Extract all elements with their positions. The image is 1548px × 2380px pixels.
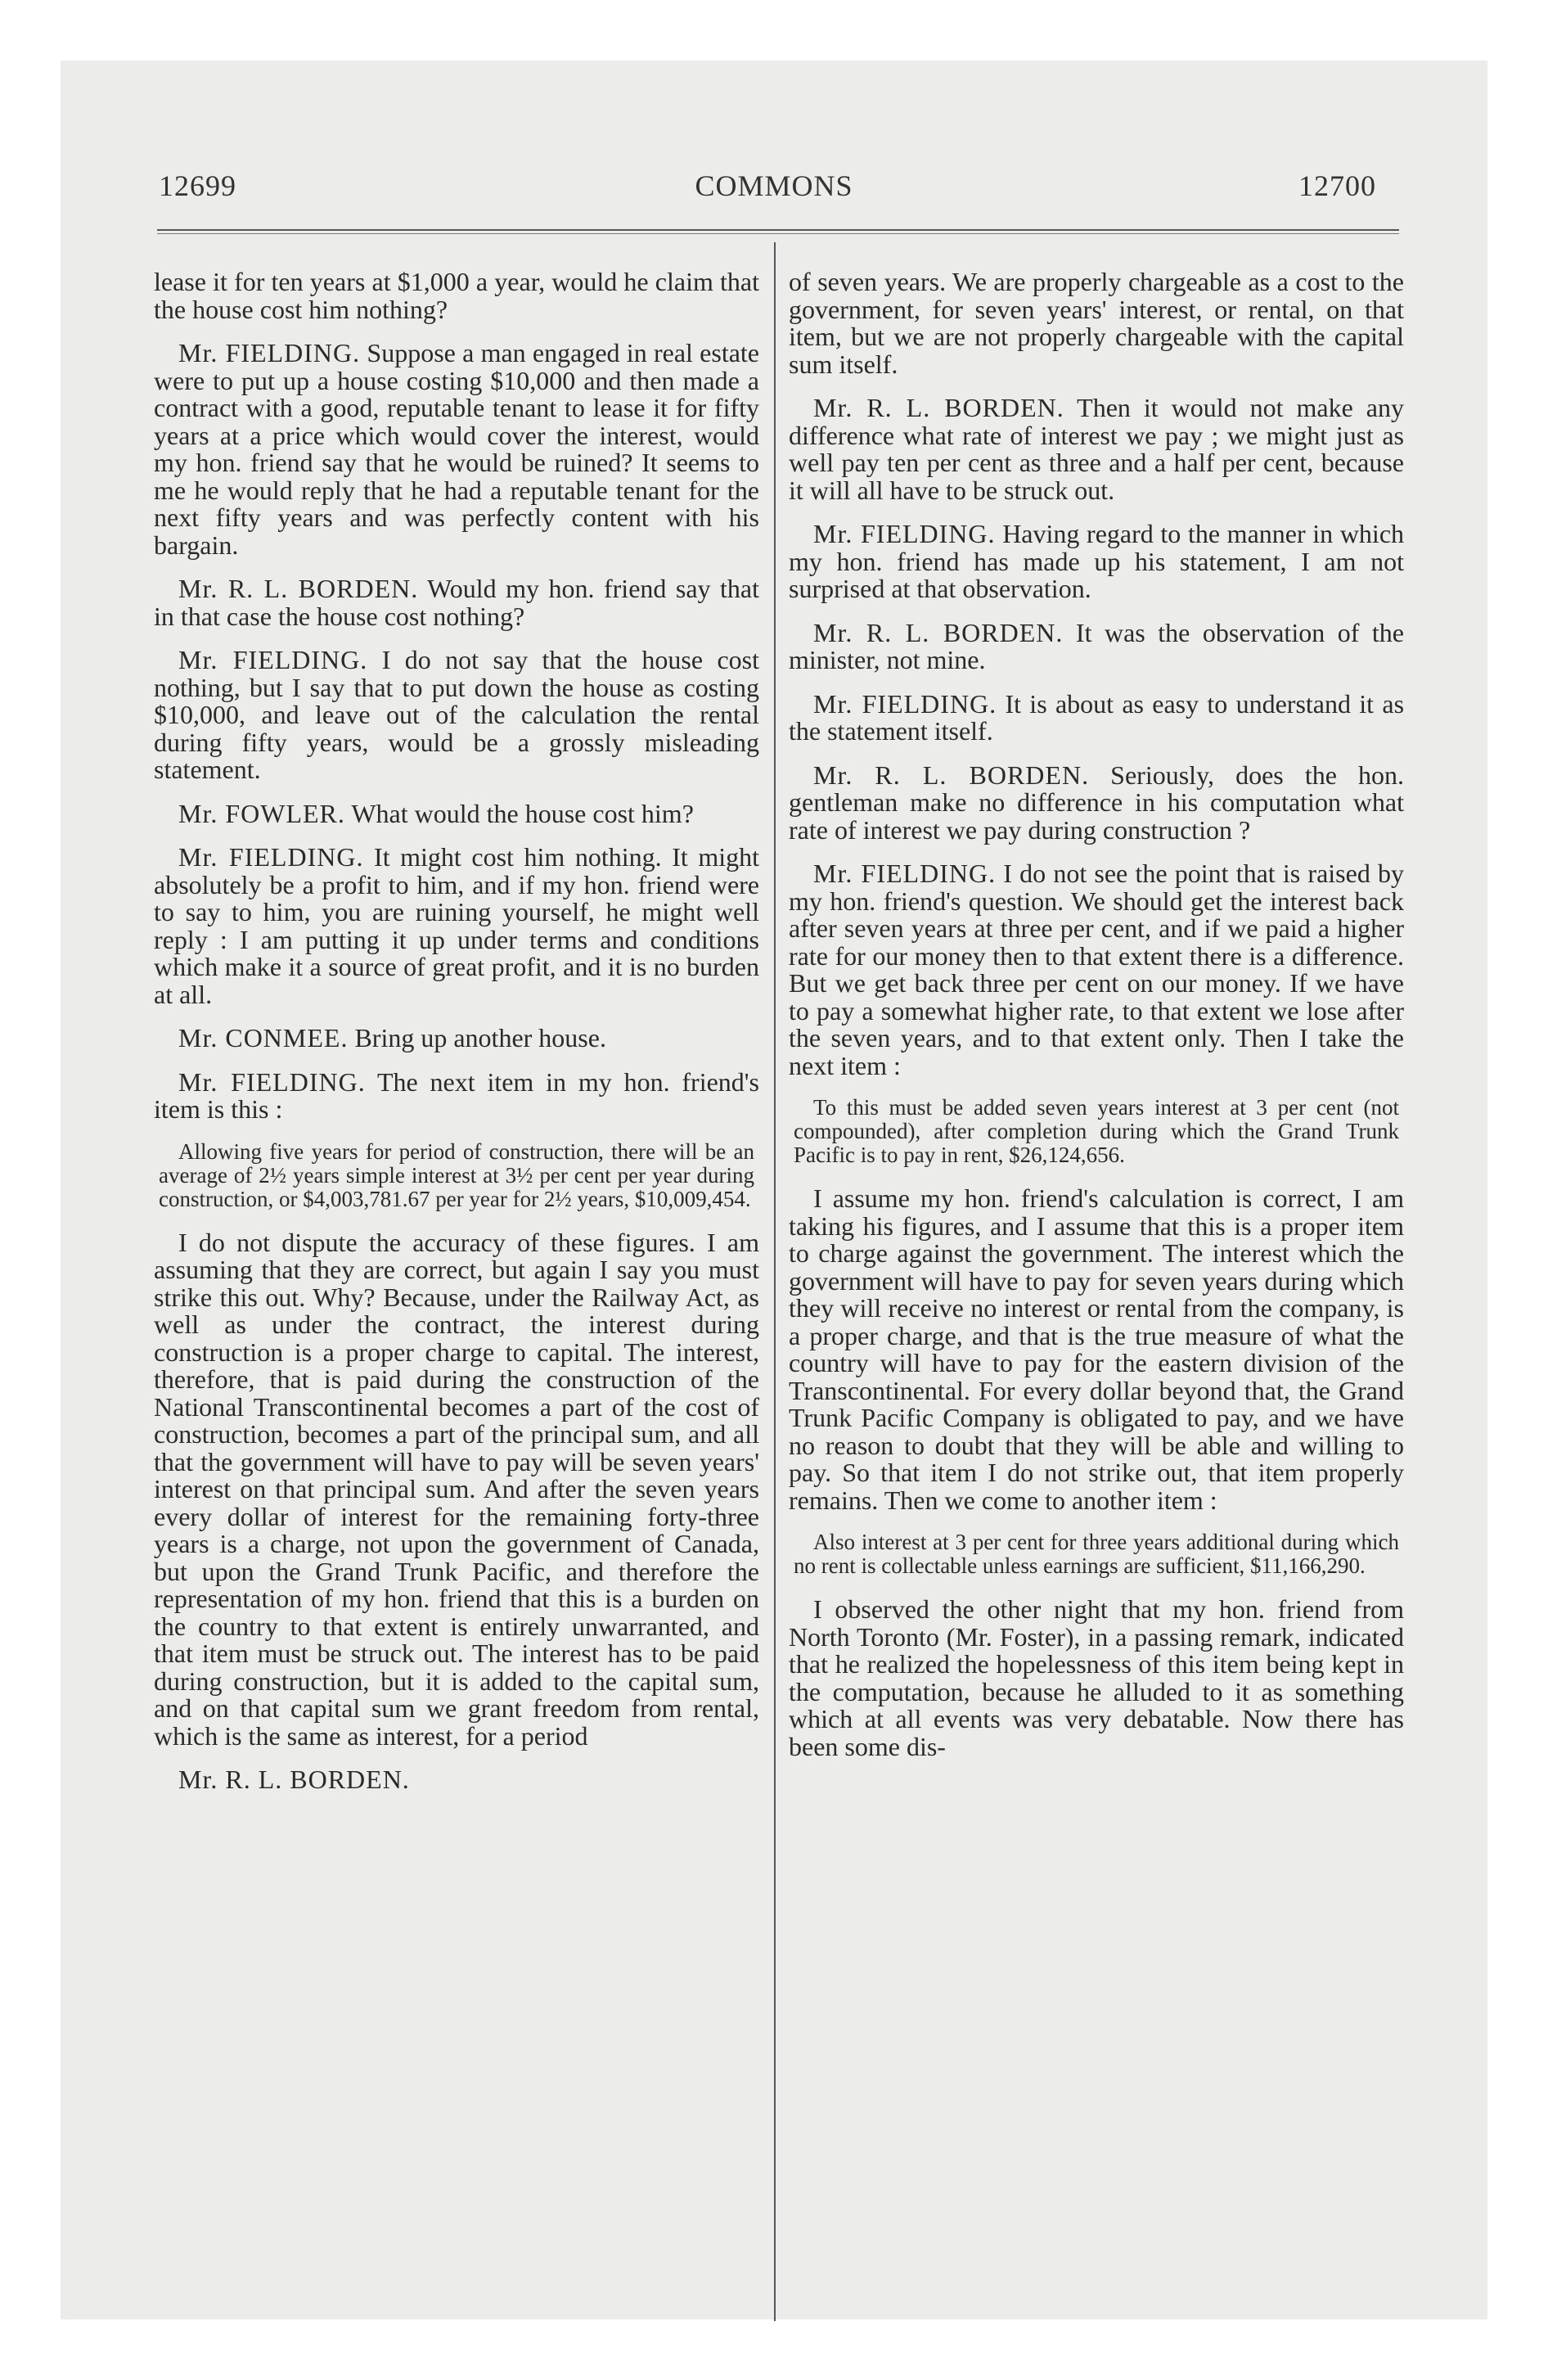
paragraph-text: It might cost him nothing. It might absolutely be a profit to him, and if my hon. friend were to say to him, you are ruining yourself, he might well reply : I am putting it up under terms and conditions which make it a source of great profit, and it is no burden at all. bbox=[154, 842, 759, 1009]
paragraph-text: Then it would not make any difference what rate of interest we pay ; we might just as well pay ten per cent as three and a half per cent, because it will all have to be struck out. bbox=[789, 393, 1404, 505]
paragraph bbox=[789, 1596, 1404, 1760]
right-page-number: 12700 bbox=[1298, 169, 1376, 202]
paragraph bbox=[789, 762, 1404, 845]
speaker-name: Mr. FIELDING. bbox=[813, 688, 997, 719]
left-page-number: 12699 bbox=[159, 169, 236, 202]
paragraph-text: To this must be added seven years interest at 3 per cent (not compounded), after completion during which the Grand Trunk Pacific is to pay in rent, $26,124,656. bbox=[794, 1095, 1399, 1167]
paragraph bbox=[789, 860, 1404, 1080]
paragraph-text: I assume my hon. friend's calculation is correct, I am taking his figures, and I assume that this is a proper item to charge against the government. The interest which the government will have to pay for seven years during which they will receive no interest or rental from the company, is a proper charge, and that is the true measure of what the country will have to pay for the eastern division of the Transcontinental. For every dollar beyond that, the Grand Trunk Pacific Company is obligated to pay, and we have no reason to doubt that they will be able and willing to pay. So that item I do not strike out, that item properly remains. Then we come to another item : bbox=[789, 1183, 1404, 1515]
speaker-name: Mr. R. L. BORDEN. bbox=[813, 393, 1064, 422]
paragraph-text: Suppose a man engaged in real estate were to put up a house costing $10,000 and then made a contract with a good, reputable tenant to lease it for fifty years at a price which would cover the interest, would my hon. friend say that he would be ruined? It seems to me he would reply that he had a reputable tenant for the next fifty years and was perfectly content with his bargain. bbox=[154, 338, 759, 560]
paragraph-text: Would my hon. friend say that in that case the house cost nothing? bbox=[154, 574, 759, 631]
speaker-name: Mr. FIELDING. bbox=[178, 645, 368, 674]
paragraph bbox=[154, 800, 759, 828]
paragraph-text: It is about as easy to understand it as the statement itself. bbox=[789, 688, 1404, 746]
speaker-name: Mr. R. L. BORDEN. bbox=[813, 617, 1064, 647]
paragraph bbox=[789, 688, 1404, 746]
speaker-name: Mr. FIELDING. bbox=[813, 859, 997, 888]
paragraph bbox=[789, 394, 1404, 504]
speaker-name: Mr. R. L. BORDEN. bbox=[813, 760, 1090, 790]
paragraph-text: It was the observation of the minister, not mine. bbox=[789, 617, 1404, 674]
paragraph-text: lease it for ten years at $1,000 a year, would he claim that the house cost him nothing? bbox=[154, 268, 759, 324]
paragraph-text: What would the house cost him? bbox=[351, 798, 694, 828]
paragraph-text: I observed the other night that my hon. friend from North Toronto (Mr. Foster), in a passing remark, indicated that he realized the hopelessness of this item being kept in the computation, because he alluded to it as something which at all events was very debatable. Now there has been some dis- bbox=[789, 1594, 1404, 1761]
paragraph-text: of seven years. We are properly chargeable as a cost to the government, for seven years' interest, or rental, on that item, but we are not properly chargeable with the capital sum itself. bbox=[789, 268, 1404, 379]
paragraph-text: I do not dispute the accuracy of these figures. I am assuming that they are correct, but again I say you must strike this out. Why? Because, under the Railway Act, as well as under the contract, the interest during construction is a proper charge to capital. The interest, therefore, that is paid during the construction of the National Transcontinental becomes a part of the cost of construction, becomes a part of the principal sum, and all that the government will have to pay will be seven years' interest on that principal sum. And after the seven years every dollar of interest for the remaining forty-three years is a charge, not upon the government of Canada, but upon the Grand Trunk Pacific, and therefore the representation of my hon. friend that this is a burden on the country to that extent is entirely unwarranted, and that item must be struck out. The interest has to be paid during construction, but it is added to the capital sum, and on that capital sum we grant freedom from rental, which is the same as interest, for a period bbox=[154, 1227, 759, 1751]
paragraph bbox=[154, 1766, 759, 1794]
paragraph bbox=[154, 1025, 759, 1053]
speaker-name: Mr. FIELDING. bbox=[178, 338, 361, 367]
paragraph-text: Having regard to the manner in which my hon. friend has made up his statement, I am not surprised at that observation. bbox=[789, 519, 1404, 603]
speaker-name: Mr. CONMEE. bbox=[178, 1023, 349, 1053]
paragraph bbox=[154, 647, 759, 784]
document-page bbox=[61, 61, 1487, 2319]
paragraph bbox=[154, 268, 759, 323]
quoted-item bbox=[789, 1096, 1404, 1167]
paragraph bbox=[154, 844, 759, 1008]
paragraph-text: Seriously, does the hon. gentleman make no difference in his computation what rate of interest we pay during construction ? bbox=[789, 760, 1404, 845]
paragraph-text: I do not say that the house cost nothing, but I say that to put down the house as costing $10,000, and leave out of the calculation the rental during fifty years, would be a grossly misleading statement. bbox=[154, 645, 759, 784]
right-column bbox=[789, 268, 1404, 2347]
paragraph-text: Bring up another house. bbox=[354, 1023, 606, 1053]
paragraph-text: Allowing five years for period of construction, there will be an average of 2½ years simple interest at 3½ per cent per year during construction, or $4,003,781.67 per year for 2½ years, $10,009,454. bbox=[159, 1138, 754, 1211]
paragraph bbox=[789, 521, 1404, 603]
speaker-name: Mr. FOWLER. bbox=[178, 798, 345, 828]
paragraph bbox=[789, 617, 1404, 674]
paragraph bbox=[154, 340, 759, 559]
speaker-name: Mr. R. L. BORDEN. bbox=[178, 574, 419, 603]
quoted-item bbox=[154, 1140, 759, 1211]
left-column bbox=[154, 268, 759, 2347]
paragraph bbox=[154, 575, 759, 630]
column-divider bbox=[774, 242, 776, 2321]
paragraph-text: I do not see the point that is raised by my hon. friend's question. We should get the interest back after seven years at three per cent, and if we paid a higher rate for our money then to that extent there is a difference. But we get back three per cent on our money. If we have to pay a somewhat higher rate, to that extent we lose after the seven years, and to that extent only. Then I take the next item : bbox=[789, 859, 1404, 1080]
paragraph bbox=[789, 268, 1404, 378]
paragraph-text: Also interest at 3 per cent for three years additional during which no rent is collectable unless earnings are sufficient, $11,166,290. bbox=[794, 1530, 1399, 1578]
quoted-item bbox=[789, 1530, 1404, 1578]
paragraph bbox=[789, 1185, 1404, 1514]
speaker-name: Mr. R. L. BORDEN. bbox=[178, 1765, 410, 1794]
speaker-name: Mr. FIELDING. bbox=[178, 842, 364, 872]
speaker-name: Mr. FIELDING. bbox=[178, 1066, 366, 1097]
paragraph-text: The next item in my hon. friend's item is this : bbox=[154, 1066, 759, 1124]
paragraph bbox=[154, 1066, 759, 1124]
paragraph bbox=[154, 1229, 759, 1751]
speaker-name: Mr. FIELDING. bbox=[813, 519, 996, 548]
header-rule bbox=[157, 229, 1399, 234]
page-title: COMMONS bbox=[695, 169, 853, 202]
